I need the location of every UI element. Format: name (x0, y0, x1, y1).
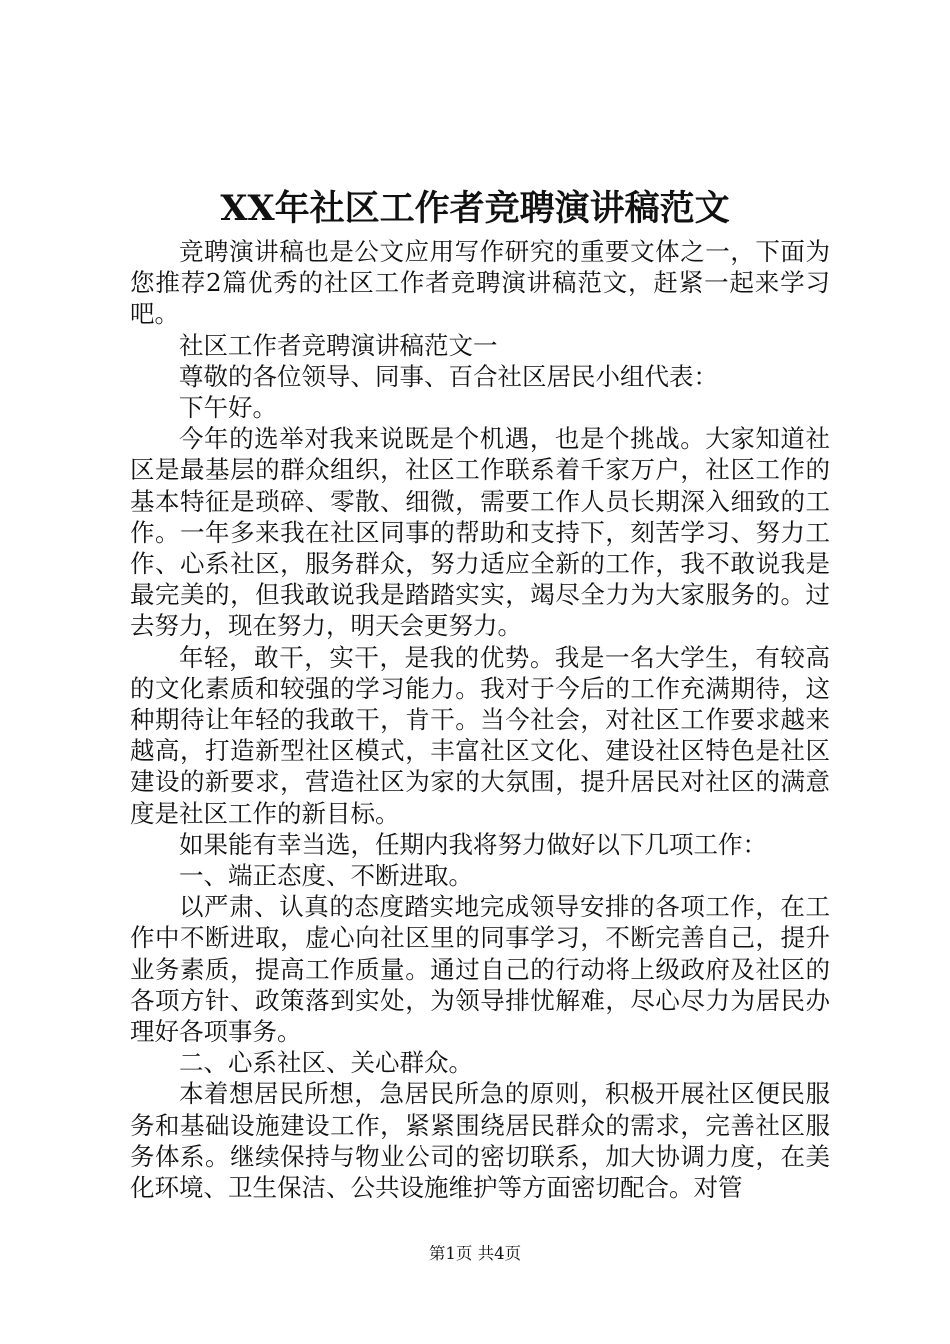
paragraph: 尊敬的各位领导、同事、百合社区居民小组代表： (179, 361, 718, 391)
page-footer: 第1页 共4页 (428, 1244, 522, 1263)
paragraph: 年轻，敢干，实干，是我的优势。我是一名大学生，有较高的文化素质和较强的学习能力。我对于今后的工作充满期待，这种期待让年轻的我敢干，肯干。当今社会，对社区工作要求越来越高，打造新型社区模式，丰富社区文化、建设社区特色是社区建设的新要求，营造社区为家的大氛围，提升居民对社区的满意度是社区工作的新目标。 (130, 642, 830, 828)
paragraph: 二、心系社区、关心群众。 (179, 1048, 473, 1078)
paragraph: 一、端正态度、不断进取。 (179, 861, 473, 891)
paragraph: 下午好。 (179, 393, 277, 423)
paragraph: 以严肃、认真的态度踏实地完成领导安排的各项工作，在工作中不断进取，虚心向社区里的同事学习，不断完善自己，提升业务素质，提高工作质量。通过自己的行动将上级政府及社区的各项方针、政策落到实处，为领导排忧解难，尽心尽力为居民办理好各项事务。 (130, 892, 830, 1047)
paragraph: 社区工作者竞聘演讲稿范文一 (179, 330, 498, 360)
paragraph: 如果能有幸当选，任期内我将努力做好以下几项工作： (179, 829, 767, 859)
paragraph: 竞聘演讲稿也是公文应用写作研究的重要文体之一，下面为您推荐2篇优秀的社区工作者竞聘演讲稿范文，赶紧一起来学习吧。 (130, 237, 830, 329)
paragraph: 今年的选举对我来说既是个机遇，也是个挑战。大家知道社区是最基层的群众组织，社区工作联系着千家万户，社区工作的基本特征是琐碎、零散、细微，需要工作人员长期深入细致的工作。一年多来我在社区同事的帮助和支持下，刻苦学习、努力工作、心系社区，服务群众，努力适应全新的工作，我不敢说我是最完美的，但我敢说我是踏踏实实，竭尽全力为大家服务的。过去努力，现在努力，明天会更努力。 (130, 424, 830, 641)
document-title: XX年社区工作者竞聘演讲稿范文 (220, 188, 730, 229)
paragraph: 本着想居民所想，急居民所急的原则，积极开展社区便民服务和基础设施建设工作，紧紧围绕居民群众的需求，完善社区服务体系。继续保持与物业公司的密切联系，加大协调力度，在美化环境、卫生保洁、公共设施维护等方面密切配合。对管 (130, 1079, 830, 1203)
document-body (130, 236, 830, 1203)
